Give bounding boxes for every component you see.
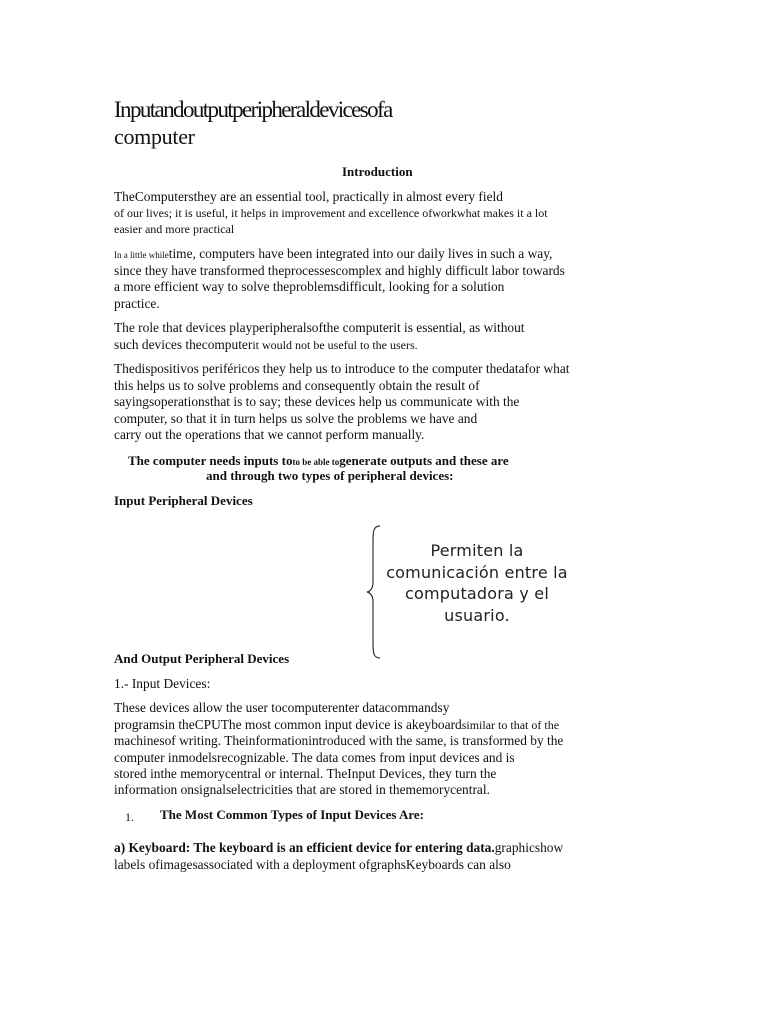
bold-center-line-1-small: to be able to [292,457,340,467]
bold-center-line-1-a: The computer needs inputs to [128,453,293,468]
side-note-line-4: usuario. [444,605,510,625]
p2-line-4: practice. [114,296,160,311]
p5-line-2-b: similar to that of the [461,718,560,732]
side-note [372,540,582,626]
p4-line-2: this helps us to solve problems and consequently obtain the result of [114,378,480,393]
p4-line-4: computer, so that it in turn helps us solve the problems we have and [114,411,478,426]
p5-line-2 [114,717,559,734]
bold-center-line-1-b: generate outputs and these are [339,453,509,468]
p6-line-1-bold: a) Keyboard: The keyboard is an efficient device for entering data. [114,840,495,855]
list-heading: The Most Common Types of Input Devices Are: [160,807,424,822]
title-line-1: Inputandoutputperipheraldevicesofa [114,97,392,122]
list-number: 1. [125,810,134,824]
p5-line-1: These devices allow the user tocomputerenter datacommandsy [114,700,450,715]
p3-line-2-b: it would not be useful to the users. [252,338,418,352]
p5-line-4: computer inmodelsrecognizable. The data comes from input devices and is [114,750,515,765]
bold-center-line-1 [128,453,509,469]
p4-line-5: carry out the operations that we cannot perform manually. [114,427,425,442]
p6-line-1-rest: graphicshow [494,840,564,855]
p5-line-3: machinesof writing. Theinformationintroduced with the same, is transformed by the [114,733,564,748]
input-heading: Input Peripheral Devices [114,493,253,508]
p5-line-5: stored inthe memorycentral or internal. TheInput Devices, they turn the [114,766,497,781]
p1-line-1: TheComputersthey are an essential tool, practically in almost every field [114,189,503,204]
p2-line-1 [114,246,552,264]
p4-line-3: sayingsoperationsthat is to say; these devices help us communicate with the [114,394,520,409]
side-note-line-3: computadora y el [404,584,549,603]
p2-line-1-rest: time, computers have been integrated into our daily lives in such a way, [168,246,553,261]
p2-line-2: since they have transformed theprocessescomplex and highly difficult labor towards [114,263,565,278]
intro-heading: Introduction [342,164,413,179]
bold-center-line-2: and through two types of peripheral devices: [206,468,454,483]
p5-line-2-a: programsin theCPUThe most common input device is akeyboard [114,717,462,732]
p3-line-2-a: such devices thecomputer [114,337,253,352]
p1-line-3: easier and more practical [114,222,235,236]
section-1-label: 1.- Input Devices: [114,676,211,691]
p2-line-3: a more efficient way to solve theproblemsdifficult, looking for a solution [114,279,505,294]
side-note-line-2: comunicación entre la [386,562,568,582]
p1-line-2: of our lives; it is useful, it helps in improvement and excellence ofworkwhat makes it a lot [114,206,548,220]
p2-line-1-small: In a little while [114,250,169,260]
title-line-2: computer [114,124,195,149]
p5-line-6: information onsignalselectricities that are stored in thememorycentral. [114,782,490,797]
p6-line-2: labels ofimagesassociated with a deployment ofgraphsKeyboards can also [114,857,511,872]
p3-line-2 [114,337,418,354]
p6-line-1 [114,840,563,857]
p3-line-1: The role that devices playperipheralsofthe computerit is essential, as without [114,320,525,335]
output-heading: And Output Peripheral Devices [114,651,290,666]
p4-line-1: Thedispositivos periféricos they help us to introduce to the computer thedatafor what [114,361,570,376]
side-note-line-1: Permiten la [430,541,524,560]
